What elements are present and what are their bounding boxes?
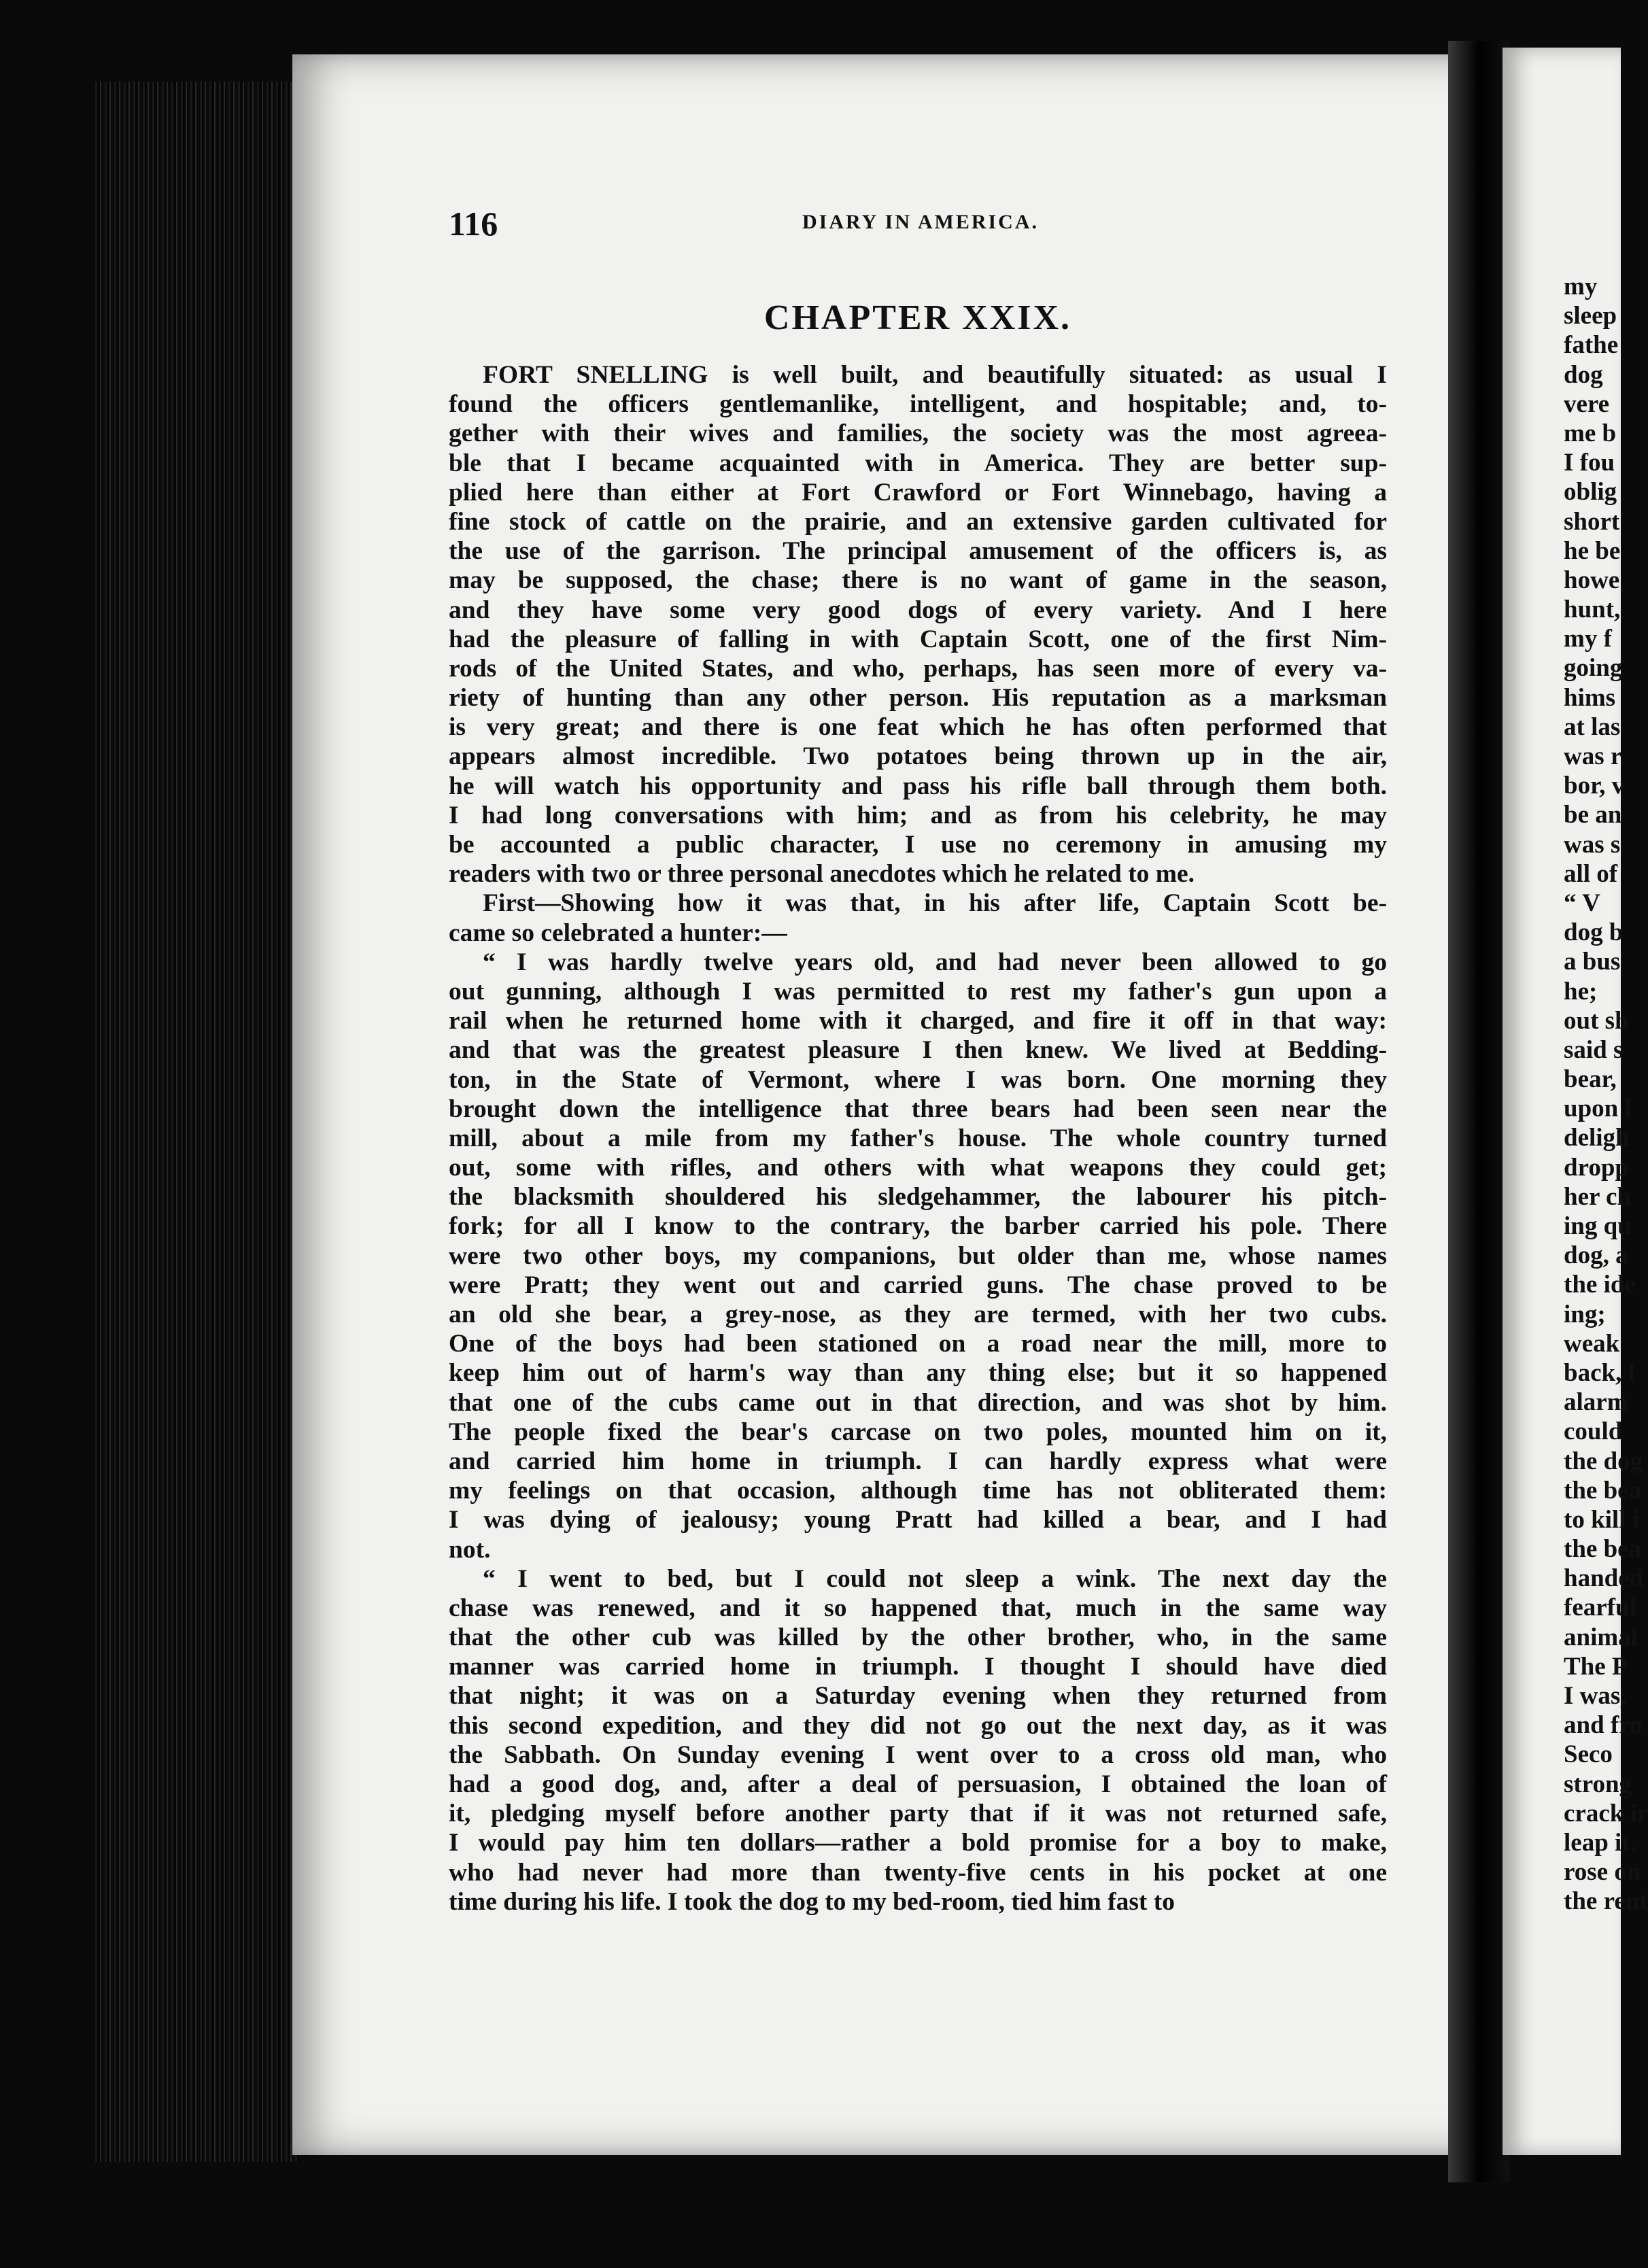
text-line: fine stock of cattle on the prairie, and an extensive garden cultivated for bbox=[449, 507, 1387, 536]
right-page-line: my bbox=[1564, 273, 1598, 300]
right-page-line: howe bbox=[1564, 566, 1620, 594]
right-page-line: vere bbox=[1564, 390, 1610, 418]
right-page-line: weak bbox=[1564, 1329, 1620, 1358]
right-page-line: fathe bbox=[1564, 331, 1619, 360]
right-page-line: be an bbox=[1564, 801, 1622, 829]
book-edge bbox=[95, 82, 299, 2162]
right-page-line: he; bbox=[1564, 977, 1598, 1006]
text-line: my feelings on that occasion, although time has not obliterated them: bbox=[449, 1477, 1387, 1505]
right-page-line: the bea bbox=[1564, 1476, 1642, 1505]
text-line: gether with their wives and families, the society was the most agreea- bbox=[449, 419, 1387, 448]
right-page-line: hunt, bbox=[1564, 596, 1621, 624]
right-page-line: dog bbox=[1564, 360, 1603, 389]
right-page-line: “ V bbox=[1564, 889, 1600, 917]
text-line: not. bbox=[449, 1535, 491, 1564]
text-line: may be supposed, the chase; there is no want of game in the season, bbox=[449, 566, 1387, 595]
right-page-line: the ide bbox=[1564, 1271, 1636, 1299]
text-line: fork; for all I know to the contrary, the barber carried his pole. There bbox=[449, 1212, 1387, 1241]
text-line: be accounted a public character, I use no ceremony in amusing my bbox=[449, 831, 1387, 859]
right-page-line: strong bbox=[1564, 1770, 1632, 1798]
running-title: DIARY IN AMERICA. bbox=[802, 211, 1040, 233]
text-line: First—Showing how it was that, in his after life, Captain Scott be- bbox=[483, 889, 1387, 918]
text-line: found the officers gentlemanlike, intelligent, and hospitable; and, to- bbox=[449, 390, 1387, 419]
right-page-line: ing; bbox=[1564, 1300, 1606, 1328]
text-line: it, pledging myself before another party that if it was not returned safe, bbox=[449, 1800, 1387, 1828]
right-page-line: hims bbox=[1564, 683, 1616, 712]
right-page-line: short bbox=[1564, 507, 1620, 536]
right-page-line: I fou bbox=[1564, 449, 1615, 477]
running-head bbox=[449, 204, 1387, 245]
text-line: “ I went to bed, but I could not sleep a wink. The next day the bbox=[483, 1564, 1387, 1593]
text-line: FORT SNELLING is well built, and beautifully situated: as usual I bbox=[483, 361, 1387, 389]
body-text bbox=[449, 360, 1387, 1917]
text-line: ble that I became acquainted with in America. They are better sup- bbox=[449, 449, 1387, 477]
right-page-line: handed bbox=[1564, 1564, 1644, 1593]
right-page-line: to kill i bbox=[1564, 1505, 1640, 1534]
text-line: manner was carried home in triumph. I thought I should have died bbox=[449, 1653, 1387, 1681]
right-page-line: was s bbox=[1564, 830, 1621, 859]
text-line: time during his life. I took the dog to my bed-room, tied him fast to bbox=[449, 1887, 1175, 1916]
right-page-line: ing qu bbox=[1564, 1212, 1632, 1240]
right-page-line: deligh bbox=[1564, 1124, 1630, 1152]
right-page-line: all of bbox=[1564, 859, 1618, 888]
text-line: plied here than either at Fort Crawford or Fort Winnebago, having a bbox=[449, 478, 1387, 506]
text-line: and they have some very good dogs of every variety. And I here bbox=[449, 596, 1387, 624]
text-line: an old she bear, a grey-nose, as they are termed, with her two cubs. bbox=[449, 1301, 1387, 1328]
text-line: I would pay him ten dollars—rather a bold promise for a boy to make, bbox=[449, 1829, 1387, 1857]
right-page-line: rose on bbox=[1564, 1858, 1641, 1887]
right-page-line: her ch bbox=[1564, 1182, 1632, 1211]
text-line: appears almost incredible. Two potatoes being thrown up in the air, bbox=[449, 742, 1387, 771]
text-line: chase was renewed, and it so happened that, much in the same way bbox=[449, 1594, 1387, 1622]
page-number: 116 bbox=[449, 205, 498, 243]
text-line: mill, about a mile from my father's house. The whole country turned bbox=[449, 1124, 1387, 1152]
right-page-line: I was, bbox=[1564, 1682, 1627, 1710]
text-line: the Sabbath. On Sunday evening I went over to a cross old man, who bbox=[449, 1740, 1387, 1769]
right-page-line: fearful bbox=[1564, 1594, 1636, 1622]
right-page-line: alarm bbox=[1564, 1388, 1628, 1417]
text-line: were two other boys, my companions, but older than me, whose names bbox=[449, 1241, 1387, 1270]
right-page-line: the dog bbox=[1564, 1447, 1643, 1475]
text-line: keep him out of harm's way than any thing else; but it so happened bbox=[449, 1359, 1387, 1388]
text-line: is very great; and there is one feat which he has often performed that bbox=[449, 713, 1387, 742]
right-page-line: me b bbox=[1564, 419, 1617, 447]
right-page-line: was r bbox=[1564, 742, 1622, 770]
right-page-line: crack ir bbox=[1564, 1799, 1648, 1827]
right-page-line: he be bbox=[1564, 536, 1621, 565]
text-line: came so celebrated a hunter:— bbox=[449, 918, 787, 947]
right-page-line: back, l bbox=[1564, 1358, 1635, 1387]
right-page-line: at las bbox=[1564, 712, 1621, 741]
text-line: “ I was hardly twelve years old, and had never been allowed to go bbox=[483, 948, 1387, 976]
book-gutter bbox=[1448, 41, 1509, 2182]
right-page-line: The P bbox=[1564, 1652, 1628, 1681]
text-line: were Pratt; they went out and carried guns. The chase proved to be bbox=[449, 1271, 1387, 1299]
text-line: he will watch his opportunity and pass his rifle ball through them both. bbox=[449, 772, 1387, 800]
text-line: and that was the greatest pleasure I then knew. We lived at Bedding- bbox=[449, 1036, 1387, 1065]
right-page-line: could bbox=[1564, 1418, 1623, 1446]
text-line: rail when he returned home with it charged, and fire it off in that way: bbox=[449, 1007, 1387, 1035]
text-line: who had never had more than twenty-five cents in his pocket at one bbox=[449, 1858, 1387, 1887]
right-page-line: the rent bbox=[1564, 1887, 1648, 1916]
text-line: readers with two or three personal anecdotes which he related to me. bbox=[449, 860, 1195, 889]
text-line: the use of the garrison. The principal amusement of the officers is, as bbox=[449, 537, 1387, 566]
right-page-line: the bea bbox=[1564, 1535, 1642, 1564]
text-line: had a good dog, and, after a deal of persuasion, I obtained the loan of bbox=[449, 1770, 1387, 1798]
text-line: One of the boys had been stationed on a road near the mill, more to bbox=[449, 1330, 1387, 1358]
right-page-line: out sh bbox=[1564, 1006, 1629, 1035]
right-page-line: dog, a bbox=[1564, 1241, 1628, 1270]
text-line: that night; it was on a Saturday evening when they returned from bbox=[449, 1682, 1387, 1711]
text-line: I had long conversations with him; and as from his celebrity, he may bbox=[449, 801, 1387, 829]
right-page-line: said s bbox=[1564, 1035, 1624, 1064]
right-page-line: sleep bbox=[1564, 302, 1617, 330]
text-line: that the other cub was killed by the other brother, who, in the same bbox=[449, 1623, 1387, 1652]
right-page-line: going bbox=[1564, 654, 1623, 683]
text-line: had the pleasure of falling in with Captain Scott, one of the first Nim- bbox=[449, 625, 1387, 653]
right-page-line: my f bbox=[1564, 625, 1612, 653]
right-page-line: animal bbox=[1564, 1623, 1638, 1651]
text-line: out gunning, although I was permitted to rest my father's gun upon a bbox=[449, 977, 1387, 1006]
right-page-line: leap it. bbox=[1564, 1828, 1636, 1857]
text-line: The people fixed the bear's carcase on two poles, mounted him on it, bbox=[449, 1418, 1387, 1446]
right-page-line: a bus bbox=[1564, 948, 1621, 976]
right-page-line: bear, bbox=[1564, 1065, 1617, 1094]
right-page-line: dog b bbox=[1564, 918, 1624, 947]
chapter-title: CHAPTER XXIX. bbox=[763, 298, 1072, 337]
text-line: I was dying of jealousy; young Pratt had killed a bear, and I had bbox=[449, 1506, 1387, 1534]
text-line: riety of hunting than any other person. His reputation as a marksman bbox=[449, 684, 1387, 712]
right-page-line: oblig bbox=[1564, 478, 1617, 506]
right-page-line: upon l bbox=[1564, 1095, 1632, 1123]
text-line: this second expedition, and they did not go out the next day, as it was bbox=[449, 1711, 1387, 1740]
text-line: ton, in the State of Vermont, where I was born. One morning they bbox=[449, 1065, 1387, 1094]
right-page-text bbox=[1564, 272, 1648, 1917]
text-line: and carried him home in triumph. I can hardly express what were bbox=[449, 1447, 1387, 1475]
text-line: the blacksmith shouldered his sledgehammer, the labourer his pitch- bbox=[449, 1183, 1387, 1212]
right-page-line: dropp bbox=[1564, 1153, 1629, 1182]
text-line: that one of the cubs came out in that direction, and was shot by him. bbox=[449, 1388, 1387, 1417]
text-line: rods of the United States, and who, perhaps, has seen more of every va- bbox=[449, 654, 1387, 683]
text-line: brought down the intelligence that three bears had been seen near the bbox=[449, 1095, 1387, 1123]
right-page-line: and fro bbox=[1564, 1711, 1643, 1740]
right-page-line: bor, v bbox=[1564, 772, 1625, 800]
text-line: out, some with rifles, and others with what weapons they could get; bbox=[449, 1154, 1387, 1182]
right-page-line: Seco bbox=[1564, 1740, 1613, 1769]
